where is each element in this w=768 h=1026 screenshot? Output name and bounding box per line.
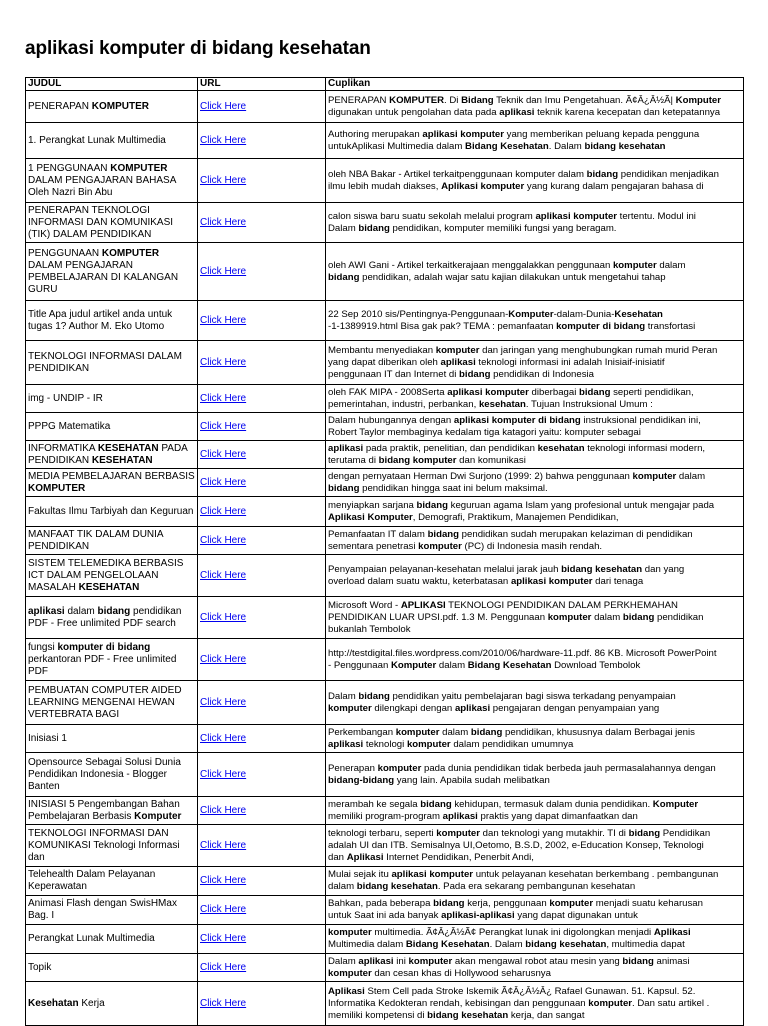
excerpt-line: Microsoft Word - APLIKASI TEKNOLOGI PENDIDIKAN DALAM PERKHEMAHAN [328, 599, 678, 611]
excerpt-line: merambah ke segala bidang kehidupan, termasuk dalam dunia pendidikan. Komputer [328, 798, 699, 810]
row-url-cell [198, 243, 326, 301]
row-url-cell [198, 982, 326, 1026]
excerpt-line: 22 Sep 2010 sis/Pentingnya-Penggunaan-Komputer-dalam-Dunia-Kesehatan [328, 308, 663, 320]
excerpt-line: dalam bidang kesehatan. Pada era sekarang pembangunan kesehatan [328, 881, 636, 892]
table-row [26, 441, 744, 469]
table-row [26, 203, 744, 243]
table-header-row [26, 78, 744, 91]
row-title: PEMBUATAN COMPUTER AIDED LEARNING MENGENAI HEWAN VERTEBRATA BAGI [26, 681, 198, 725]
excerpt-line: Penerapan komputer pada dunia pendidikan tidak berbeda jauh permasalahannya dengan [328, 762, 716, 774]
row-excerpt [326, 123, 744, 159]
excerpt-line: Authoring merupakan aplikasi komputer yang memberikan peluang kepada pengguna [328, 128, 700, 140]
table-row [26, 159, 744, 203]
header-url: URL [198, 78, 326, 91]
click-here-link[interactable]: Click Here [200, 314, 247, 326]
click-here-link[interactable]: Click Here [200, 216, 247, 228]
excerpt-line: Pemanfaatan IT dalam bidang pendidikan sudah merupakan kelaziman di pendidikan [328, 528, 693, 540]
click-here-link[interactable]: Click Here [200, 100, 247, 112]
click-here-link[interactable]: Click Here [200, 356, 247, 368]
row-title: Perangkat Lunak Multimedia [26, 925, 198, 954]
row-excerpt [326, 825, 744, 867]
row-excerpt [326, 527, 744, 555]
excerpt-line: bidang-bidang yang lain. Apabila sudah melibatkan [328, 774, 550, 786]
row-title: 1 PENGGUNAAN KOMPUTER DALAM PENGAJARAN BAHASA Oleh Nazri Bin Abu [26, 159, 198, 203]
row-url-cell [198, 639, 326, 681]
row-url-cell [198, 91, 326, 123]
excerpt-line: Perkembangan komputer dalam bidang pendidikan, khususnya dalam Berbagai jenis [328, 726, 695, 738]
row-excerpt [326, 497, 744, 527]
row-url-cell [198, 867, 326, 896]
excerpt-line: Aplikasi Komputer, Demografi, Praktikum, Manajemen Pendidikan, [328, 511, 619, 523]
row-excerpt [326, 385, 744, 413]
table-row [26, 555, 744, 597]
table-row [26, 413, 744, 441]
table-row [26, 497, 744, 527]
click-here-link[interactable]: Click Here [200, 732, 247, 744]
table-row [26, 982, 744, 1026]
click-here-link[interactable]: Click Here [200, 768, 247, 780]
row-excerpt [326, 469, 744, 497]
click-here-link[interactable]: Click Here [200, 839, 247, 851]
excerpt-line: komputer multimedia. Ã¢Â¿Â½Ã¢ Perangkat lunak ini digolongkan menjadi Aplikasi [328, 927, 691, 938]
click-here-link[interactable]: Click Here [200, 505, 247, 517]
row-excerpt [326, 441, 744, 469]
table-row [26, 925, 744, 954]
row-url-cell [198, 797, 326, 825]
row-url-cell [198, 413, 326, 441]
click-here-link[interactable]: Click Here [200, 961, 247, 973]
row-title: Topik [26, 954, 198, 982]
excerpt-line: Dalam hubungannya dengan aplikasi komputer di bidang instruksional pendidikan ini, [328, 414, 701, 426]
excerpt-line: Dalam bidang pendidikan, komputer memiliki fungsi yang beragam. [328, 222, 617, 234]
table-row [26, 825, 744, 867]
row-excerpt [326, 725, 744, 753]
row-excerpt [326, 639, 744, 681]
table-row [26, 797, 744, 825]
click-here-link[interactable]: Click Here [200, 696, 247, 708]
row-excerpt [326, 681, 744, 725]
row-title: TEKNOLOGI INFORMASI DALAM PENDIDIKAN [26, 341, 198, 385]
row-url-cell [198, 203, 326, 243]
row-url-cell [198, 896, 326, 925]
click-here-link[interactable]: Click Here [200, 420, 247, 432]
table-row [26, 469, 744, 497]
row-excerpt [326, 203, 744, 243]
row-title: Telehealth Dalam Pelayanan Keperawatan [26, 867, 198, 896]
click-here-link[interactable]: Click Here [200, 476, 247, 488]
excerpt-line: digunakan untuk pengolahan data pada aplikasi teknik karena kecepatan dan ketepatannya [328, 106, 721, 118]
row-excerpt [326, 91, 744, 123]
excerpt-line: - Penggunaan Komputer dalam Bidang Kesehatan Download Tembolok [328, 659, 641, 671]
page-title: aplikasi komputer di bidang kesehatan [25, 38, 371, 59]
excerpt-line: Membantu menyediakan komputer dan jaringan yang menghubungkan rumah murid Peran [328, 344, 718, 356]
row-excerpt [326, 413, 744, 441]
row-title: Inisiasi 1 [26, 725, 198, 753]
row-title: INISIASI 5 Pengembangan Bahan Pembelajaran Berbasis Komputer [26, 797, 198, 825]
excerpt-line: oleh AWI Gani - Artikel terkaitkerajaan menggalakkan penggunaan komputer dalam [328, 259, 686, 271]
row-title: 1. Perangkat Lunak Multimedia [26, 123, 198, 159]
excerpt-line: calon siswa baru suatu sekolah melalui program aplikasi komputer tertentu. Modul ini [328, 210, 696, 222]
table-row [26, 301, 744, 341]
row-title: Animasi Flash dengan SwisHMax Bag. I [26, 896, 198, 925]
excerpt-line: untuk Saat ini ada banyak aplikasi-aplikasi yang dapat digunakan untuk [328, 910, 638, 921]
row-excerpt [326, 753, 744, 797]
excerpt-line: yang dapat diberikan oleh aplikasi teknologi informasi ini adalah Inisiaif-inisiatif [328, 356, 665, 368]
table-row [26, 123, 744, 159]
row-excerpt [326, 982, 744, 1026]
click-here-link[interactable]: Click Here [200, 997, 247, 1009]
excerpt-line: Dalam bidang pendidikan yaitu pembelajaran bagi siswa terkadang penyampaian [328, 690, 676, 702]
row-url-cell [198, 725, 326, 753]
click-here-link[interactable]: Click Here [200, 875, 247, 886]
table-row [26, 341, 744, 385]
excerpt-line: dengan pernyataan Herman Dwi Surjono (1999: 2) bahwa penggunaan komputer dalam [328, 470, 706, 482]
row-title: PENERAPAN TEKNOLOGI INFORMASI DAN KOMUNIKASI (TIK) DALAM PENDIDIKAN [26, 203, 198, 243]
excerpt-line: dan Aplikasi Internet Pendidikan, Penerbit Andi, [328, 851, 534, 863]
table-row [26, 896, 744, 925]
excerpt-line: Informatika Kedokteran rendah, kebisingan dan penggunaan komputer. Dan satu artikel . [328, 997, 710, 1009]
row-excerpt [326, 555, 744, 597]
excerpt-line: adalah UI dan ITB. Semisalnya UI,Oetomo, B.S.D, 2002, e-Education Konsep, Teknologi [328, 839, 704, 851]
excerpt-line: Robert Taylor membaginya kedalam tiga katagori yaitu: komputer sebagai [328, 426, 641, 438]
row-url-cell [198, 597, 326, 639]
excerpt-line: oleh FAK MIPA - 2008Serta aplikasi komputer diberbagai bidang seperti pendidikan, [328, 386, 694, 398]
row-title: MEDIA PEMBELAJARAN BERBASIS KOMPUTER [26, 469, 198, 497]
row-excerpt [326, 243, 744, 301]
click-here-link[interactable]: Click Here [200, 265, 247, 277]
row-title: TEKNOLOGI INFORMASI DAN KOMUNIKASI Teknologi Informasi dan [26, 825, 198, 867]
row-title: SISTEM TELEMEDIKA BERBASIS ICT DALAM PENGELOLAAN MASALAH KESEHATAN [26, 555, 198, 597]
excerpt-line: menyiapkan sarjana bidang keguruan agama Islam yang profesional untuk mengajar pada [328, 499, 715, 511]
excerpt-line: ilmu lebih mudah diakses, Aplikasi komputer yang kurang dalam pengajaran bahasa di [328, 180, 704, 192]
header-cuplikan: Cuplikan [326, 78, 744, 91]
row-url-cell [198, 555, 326, 597]
excerpt-line: memiliki kompetensi di bidang kesehatan kerja, dan sangat [328, 1009, 585, 1021]
excerpt-line: Penyampaian pelayanan-kesehatan melalui jarak jauh bidang kesehatan dan yang [328, 563, 685, 575]
row-excerpt [326, 597, 744, 639]
excerpt-line: Multimedia dalam Bidang Kesehatan. Dalam bidang kesehatan, multimedia dapat [328, 939, 685, 950]
excerpt-line: overload dalam suatu waktu, keterbatasan aplikasi komputer dari tenaga [328, 575, 644, 587]
row-title: Kesehatan Kerja [26, 982, 198, 1026]
row-excerpt [326, 954, 744, 982]
click-here-link[interactable]: Click Here [200, 653, 247, 665]
row-title: PENGGUNAAN KOMPUTER DALAM PENGAJARAN PEMBELAJARAN DI KALANGAN GURU [26, 243, 198, 301]
row-title: Title Apa judul artikel anda untuk tugas 1? Author M. Eko Utomo [26, 301, 198, 341]
row-excerpt [326, 159, 744, 203]
click-here-link[interactable]: Click Here [200, 904, 247, 915]
excerpt-line: Dalam aplikasi ini komputer akan mengawal robot atau mesin yang bidang animasi [328, 955, 690, 967]
excerpt-line: pemerintahan, industri, perbankan, kesehatan. Tujuan Instruksional Umum : [328, 398, 653, 410]
excerpt-line: http://testdigital.files.wordpress.com/2010/06/hardware-11.pdf. 86 KB. Microsoft PowerPoint [328, 647, 717, 659]
excerpt-line: Aplikasi Stem Cell pada Stroke Iskemik Ã¢Â¿Â½Â¿ Rafael Gunawan. 51. Kapsul. 52. [328, 985, 696, 997]
row-url-cell [198, 123, 326, 159]
excerpt-line: aplikasi pada praktik, penelitian, dan pendidikan kesehatan teknologi informasi modern, [328, 442, 706, 454]
row-url-cell [198, 954, 326, 982]
row-title: MANFAAT TIK DALAM DUNIA PENDIDIKAN [26, 527, 198, 555]
row-title: fungsi komputer di bidang perkantoran PDF - Free unlimited PDF [26, 639, 198, 681]
row-url-cell [198, 341, 326, 385]
table-row [26, 243, 744, 301]
excerpt-line: terutama di bidang komputer dan komunikasi [328, 454, 526, 466]
table-row [26, 954, 744, 982]
excerpt-line: bukanlah Tembolok [328, 623, 411, 635]
row-excerpt [326, 896, 744, 925]
excerpt-line: bidang pendidikan, adalah wajar satu kajian dilakukan untuk mengetahui tahap [328, 271, 666, 283]
excerpt-line: komputer dan cesan khas di Hollywood seharusnya [328, 967, 551, 979]
row-title: PENERAPAN KOMPUTER [26, 91, 198, 123]
click-here-link[interactable]: Click Here [200, 933, 247, 944]
click-here-link[interactable]: Click Here [200, 392, 247, 404]
excerpt-line: oleh NBA Bakar - Artikel terkaitpenggunaan komputer dalam bidang pendidikan menjadikan [328, 168, 719, 180]
row-excerpt [326, 867, 744, 896]
excerpt-line: sementara penetrasi komputer (PC) di Indonesia masih rendah. [328, 540, 603, 552]
row-title: aplikasi dalam bidang pendidikan PDF - Free unlimited PDF search [26, 597, 198, 639]
click-here-link[interactable]: Click Here [200, 134, 247, 146]
click-here-link[interactable]: Click Here [200, 448, 247, 460]
row-title: Opensource Sebagai Solusi Dunia Pendidikan Indonesia - Blogger Banten [26, 753, 198, 797]
row-url-cell [198, 925, 326, 954]
table-row [26, 681, 744, 725]
row-url-cell [198, 159, 326, 203]
excerpt-line: komputer dilengkapi dengan aplikasi pengajaran dengan penyampaian yang [328, 702, 660, 714]
table-row [26, 385, 744, 413]
click-here-link[interactable]: Click Here [200, 534, 247, 546]
row-title: INFORMATIKA KESEHATAN PADA PENDIDIKAN KESEHATAN [26, 441, 198, 469]
excerpt-line: -1-1389919.html Bisa gak pak? TEMA : pemanfaatan komputer di bidang transfortasi [328, 320, 696, 332]
click-here-link[interactable]: Click Here [200, 611, 247, 623]
row-url-cell [198, 681, 326, 725]
table-row [26, 867, 744, 896]
table-row [26, 527, 744, 555]
excerpt-line: PENERAPAN KOMPUTER. Di Bidang Teknik dan Imu Pengetahuan. Ã¢Â¿Â½Ã| Komputer [328, 94, 721, 106]
row-title: img - UNDIP - IR [26, 385, 198, 413]
row-url-cell [198, 301, 326, 341]
table-row [26, 639, 744, 681]
row-excerpt [326, 797, 744, 825]
click-here-link[interactable]: Click Here [200, 569, 247, 581]
table-row [26, 91, 744, 123]
excerpt-line: teknologi terbaru, seperti komputer dan teknologi yang mutakhir. TI di bidang Pendidikan [328, 827, 711, 839]
click-here-link[interactable]: Click Here [200, 804, 247, 816]
row-excerpt [326, 341, 744, 385]
header-judul: JUDUL [26, 78, 198, 91]
excerpt-line: PENDIDIKAN LUAR UPSI.pdf. 1.3 M. Penggunaan komputer dalam bidang pendidikan [328, 611, 704, 623]
excerpt-line: Bahkan, pada beberapa bidang kerja, penggunaan komputer menjadi suatu keharusan [328, 898, 703, 909]
excerpt-line: bidang pendidikan hingga saat ini belum maksimal. [328, 482, 548, 494]
row-url-cell [198, 527, 326, 555]
excerpt-line: aplikasi teknologi komputer dalam pendidikan umumnya [328, 738, 574, 750]
results-table [25, 77, 744, 1026]
table-row [26, 597, 744, 639]
table-row [26, 725, 744, 753]
row-title: Fakultas Ilmu Tarbiyah dan Keguruan [26, 497, 198, 527]
row-url-cell [198, 825, 326, 867]
table-row [26, 753, 744, 797]
row-url-cell [198, 469, 326, 497]
row-url-cell [198, 441, 326, 469]
row-excerpt [326, 925, 744, 954]
excerpt-line: Mulai sejak itu aplikasi komputer untuk pelayanan kesehatan berkembang . pembangunan [328, 869, 719, 880]
excerpt-line: memiliki program-program aplikasi praktis yang dapat dimanfaatkan dan [328, 810, 638, 822]
excerpt-line: penggunaan IT dan Internet di bidang pendidikan di Indonesia [328, 368, 594, 380]
row-title: PPPG Matematika [26, 413, 198, 441]
click-here-link[interactable]: Click Here [200, 174, 247, 186]
row-url-cell [198, 385, 326, 413]
excerpt-line: untukAplikasi Multimedia dalam Bidang Kesehatan. Dalam bidang kesehatan [328, 140, 666, 152]
row-excerpt [326, 301, 744, 341]
row-url-cell [198, 497, 326, 527]
row-url-cell [198, 753, 326, 797]
